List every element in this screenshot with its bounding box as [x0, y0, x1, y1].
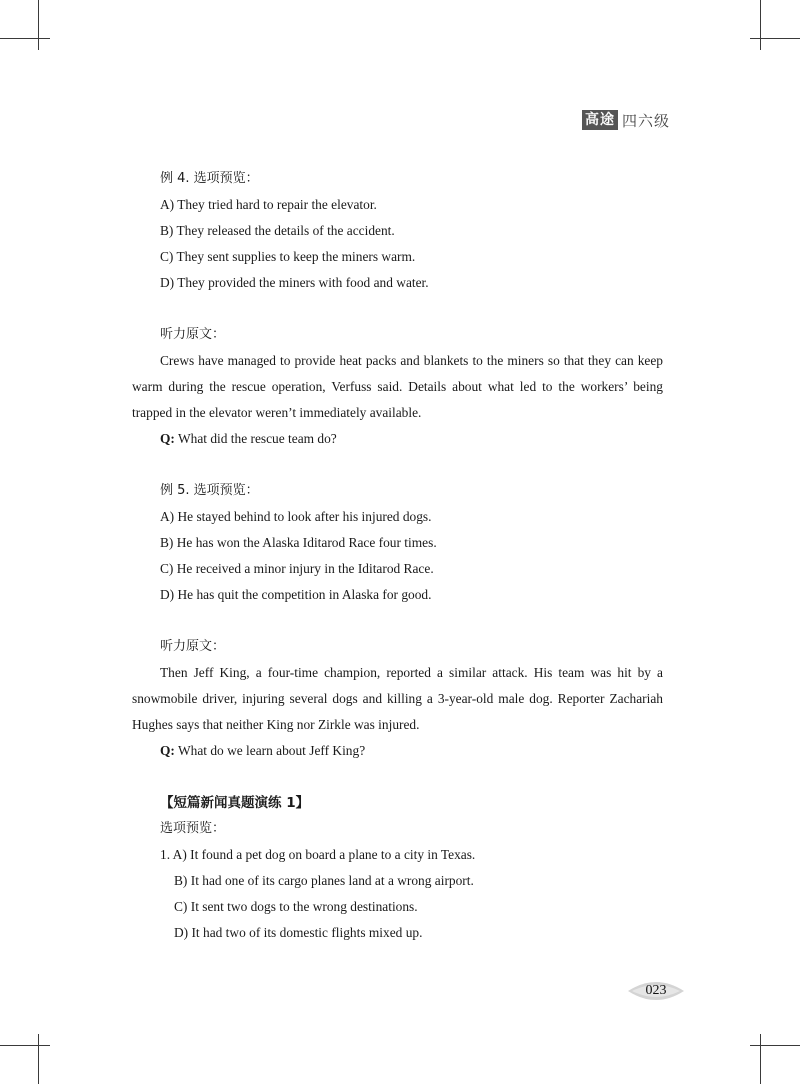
- example4-option-c: C) They sent supplies to keep the miners warm.: [160, 249, 416, 264]
- example5-option-c: C) He received a minor injury in the Iditarod Race.: [160, 561, 434, 576]
- practice-q1-option-c: C) It sent two dogs to the wrong destinations.: [174, 899, 418, 914]
- practice-q1-option-a: 1. A) It found a pet dog on board a plane to a city in Texas.: [160, 847, 476, 862]
- crop-mark-top-left-v: [38, 0, 39, 50]
- example5-option-b: B) He has won the Alaska Iditarod Race four times.: [160, 535, 437, 550]
- example4-transcript-label: 听力原文：: [160, 327, 226, 342]
- crop-mark-bottom-right-v: [760, 1034, 761, 1084]
- example4-question: [132, 426, 663, 452]
- crop-mark-top-right-v: [760, 0, 761, 50]
- practice-preview-label: 选项预览：: [160, 821, 226, 836]
- crop-mark-bottom-left-h: [0, 1045, 50, 1046]
- example4-question-text: What did the rescue team do?: [177, 431, 337, 446]
- brand-subtitle: 四六级: [622, 111, 671, 130]
- example4-transcript: Crews have managed to provide heat packs and blankets to the miners so that they can keep warm during the rescue operation, Verfuss said. Details about what led to the workers’ being trapped in the elevator weren’t immediately available.: [132, 353, 663, 420]
- example5-label: 例 5. 选项预览：: [160, 483, 259, 498]
- example4-option-a: A) They tried hard to repair the elevator.: [160, 197, 377, 212]
- example4-label: 例 4. 选项预览：: [160, 171, 259, 186]
- practice-q1-option-d: D) It had two of its domestic flights mixed up.: [174, 925, 423, 940]
- example5-option-a: A) He stayed behind to look after his injured dogs.: [160, 509, 432, 524]
- crop-mark-bottom-left-v: [38, 1034, 39, 1084]
- header-brand: [582, 110, 670, 130]
- example5-transcript-label: 听力原文：: [160, 639, 226, 654]
- example5-question: [132, 738, 663, 764]
- example4-option-b: B) They released the details of the accident.: [160, 223, 395, 238]
- page-body: [132, 166, 663, 946]
- crop-mark-top-left-h: [0, 38, 50, 39]
- example5-question-text: What do we learn about Jeff King?: [177, 743, 366, 758]
- page-number: [628, 980, 684, 1002]
- question-label: Q:: [160, 743, 175, 758]
- example5-option-d: D) He has quit the competition in Alaska for good.: [160, 587, 432, 602]
- practice-q1-option-b: B) It had one of its cargo planes land at a wrong airport.: [174, 873, 474, 888]
- practice-heading: 【短篇新闻真题演练 1】: [160, 795, 310, 811]
- example5-transcript: Then Jeff King, a four-time champion, reported a similar attack. His team was hit by a snowmobile driver, injuring several dogs and killing a 3-year-old male dog. Reporter Zachariah Hughes says that neither King nor Zirkle was injured.: [132, 665, 663, 732]
- crop-mark-top-right-h: [750, 38, 800, 39]
- question-label: Q:: [160, 431, 175, 446]
- crop-mark-bottom-right-h: [750, 1045, 800, 1046]
- example4-option-d: D) They provided the miners with food and water.: [160, 275, 429, 290]
- brand-logo-box: 高途: [582, 110, 618, 130]
- page-number-text: 023: [645, 983, 667, 998]
